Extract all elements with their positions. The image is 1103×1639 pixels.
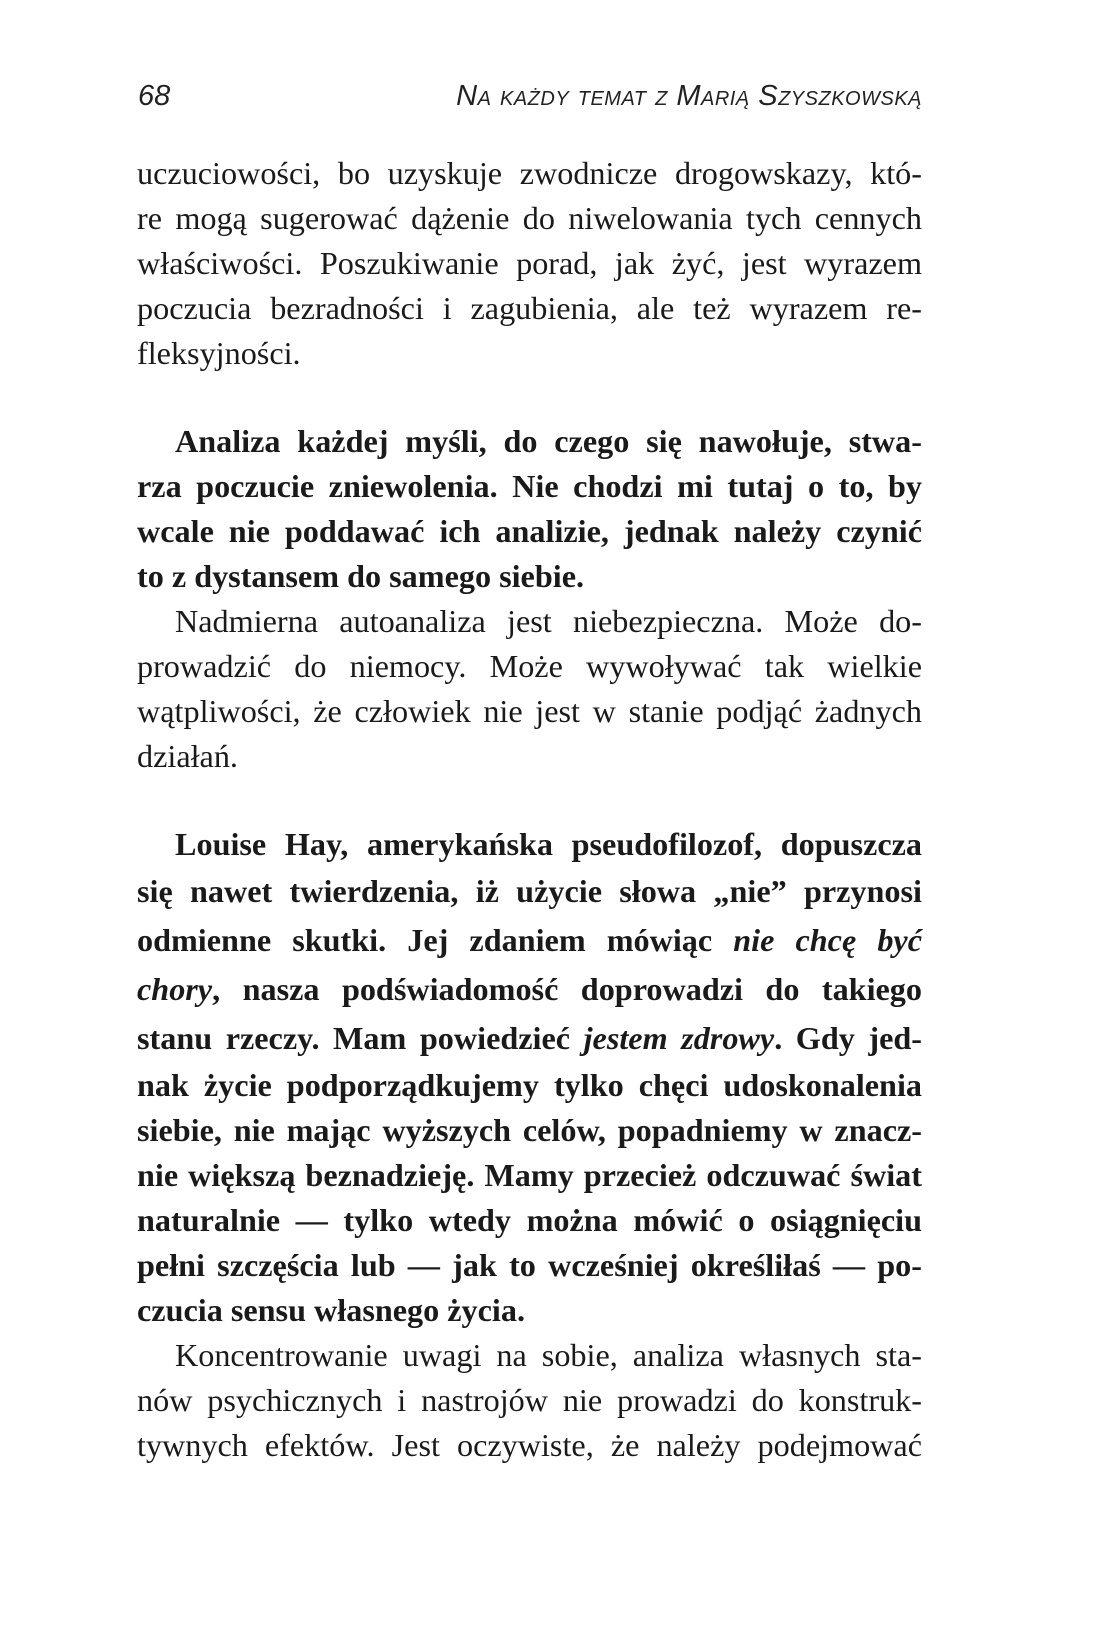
paragraph-1 bbox=[137, 151, 922, 376]
text-line: nów psychicznych i nastrojów nie prowadzi do konstruk- bbox=[137, 1382, 922, 1418]
text-line: nie większą beznadzieję. Mamy przecież odczuwać świat bbox=[137, 1157, 922, 1193]
text-line: nak życie podporządkujemy tylko chęci udoskonalenia bbox=[137, 1067, 922, 1103]
text-line: wątpliwości, że człowiek nie jest w stanie podjąć żadnych bbox=[137, 693, 922, 729]
text-line: właściwości. Poszukiwanie porad, jak żyć, jest wyrazem bbox=[137, 245, 922, 281]
italic-phrase: jestem zdrowy bbox=[583, 1020, 775, 1056]
text-line: naturalnie — tylko wtedy można mówić o osiągnięciu bbox=[137, 1202, 922, 1238]
text-line: Koncentrowanie uwagi na sobie, analiza własnych sta- bbox=[175, 1337, 922, 1373]
text-line: prowadzić do niemocy. Może wywoływać tak wielkie bbox=[137, 648, 922, 684]
text-line: siebie, nie mając wyższych celów, popadniemy w znacz- bbox=[137, 1112, 922, 1148]
paragraph-gap bbox=[137, 779, 922, 822]
text-line: działań. bbox=[137, 738, 238, 774]
text-line: rza poczucie zniewolenia. Nie chodzi mi tutaj o to, by bbox=[137, 468, 922, 504]
italic-phrase: nie chcę być bbox=[733, 922, 923, 958]
text-segment: , nasza podświadomość doprowadzi do takiego bbox=[212, 971, 922, 1007]
paragraph-5 bbox=[137, 1333, 922, 1468]
text-line: czucia sensu własnego życia. bbox=[137, 1292, 526, 1328]
text-line: fleksyjności. bbox=[137, 335, 301, 371]
text-line: to z dystansem do samego siebie. bbox=[137, 558, 585, 594]
text-line: re mogą sugerować dążenie do niwelowania tych cennych bbox=[137, 200, 922, 236]
text-segment: . Gdy jed- bbox=[774, 1020, 922, 1056]
page-number: 68 bbox=[138, 80, 171, 112]
text-line: uczuciowości, bo uzyskuje zwodnicze drogowskazy, któ- bbox=[137, 155, 922, 191]
paragraph-gap bbox=[137, 376, 922, 419]
running-title: Na każdy temat z Marią Szyszkowską bbox=[456, 80, 922, 112]
text-line: tywnych efektów. Jest oczywiste, że należy podejmować bbox=[137, 1427, 922, 1463]
text-line: Analiza każdej myśli, do czego się nawołuje, stwa- bbox=[175, 423, 922, 459]
text-segment: odmienne skutki. Jej zdaniem mówiąc bbox=[137, 922, 734, 958]
text-line: Nadmierna autoanaliza jest niebezpieczna. Może do- bbox=[175, 603, 922, 639]
body-text bbox=[137, 151, 922, 1468]
text-line bbox=[137, 1014, 922, 1063]
paragraph-4-question bbox=[137, 822, 922, 1333]
text-line: się nawet twierdzenia, iż użycie słowa „nie” przynosi bbox=[137, 873, 922, 909]
running-head bbox=[138, 80, 922, 130]
text-segment: stanu rzeczy. Mam powiedzieć bbox=[137, 1020, 584, 1056]
text-line: wcale nie poddawać ich analizie, jednak należy czynić bbox=[137, 513, 922, 549]
italic-phrase: chory bbox=[137, 971, 213, 1007]
text-line: Louise Hay, amerykańska pseudofilozof, dopuszcza bbox=[175, 826, 922, 862]
paragraph-3 bbox=[137, 599, 922, 779]
text-line: pełni szczęścia lub — jak to wcześniej określiłaś — po- bbox=[137, 1247, 922, 1283]
paragraph-2-question bbox=[137, 419, 922, 599]
text-line: poczucia bezradności i zagubienia, ale też wyrazem re- bbox=[137, 290, 922, 326]
book-page bbox=[137, 80, 922, 1468]
text-line bbox=[137, 965, 922, 1014]
text-line bbox=[137, 916, 922, 965]
